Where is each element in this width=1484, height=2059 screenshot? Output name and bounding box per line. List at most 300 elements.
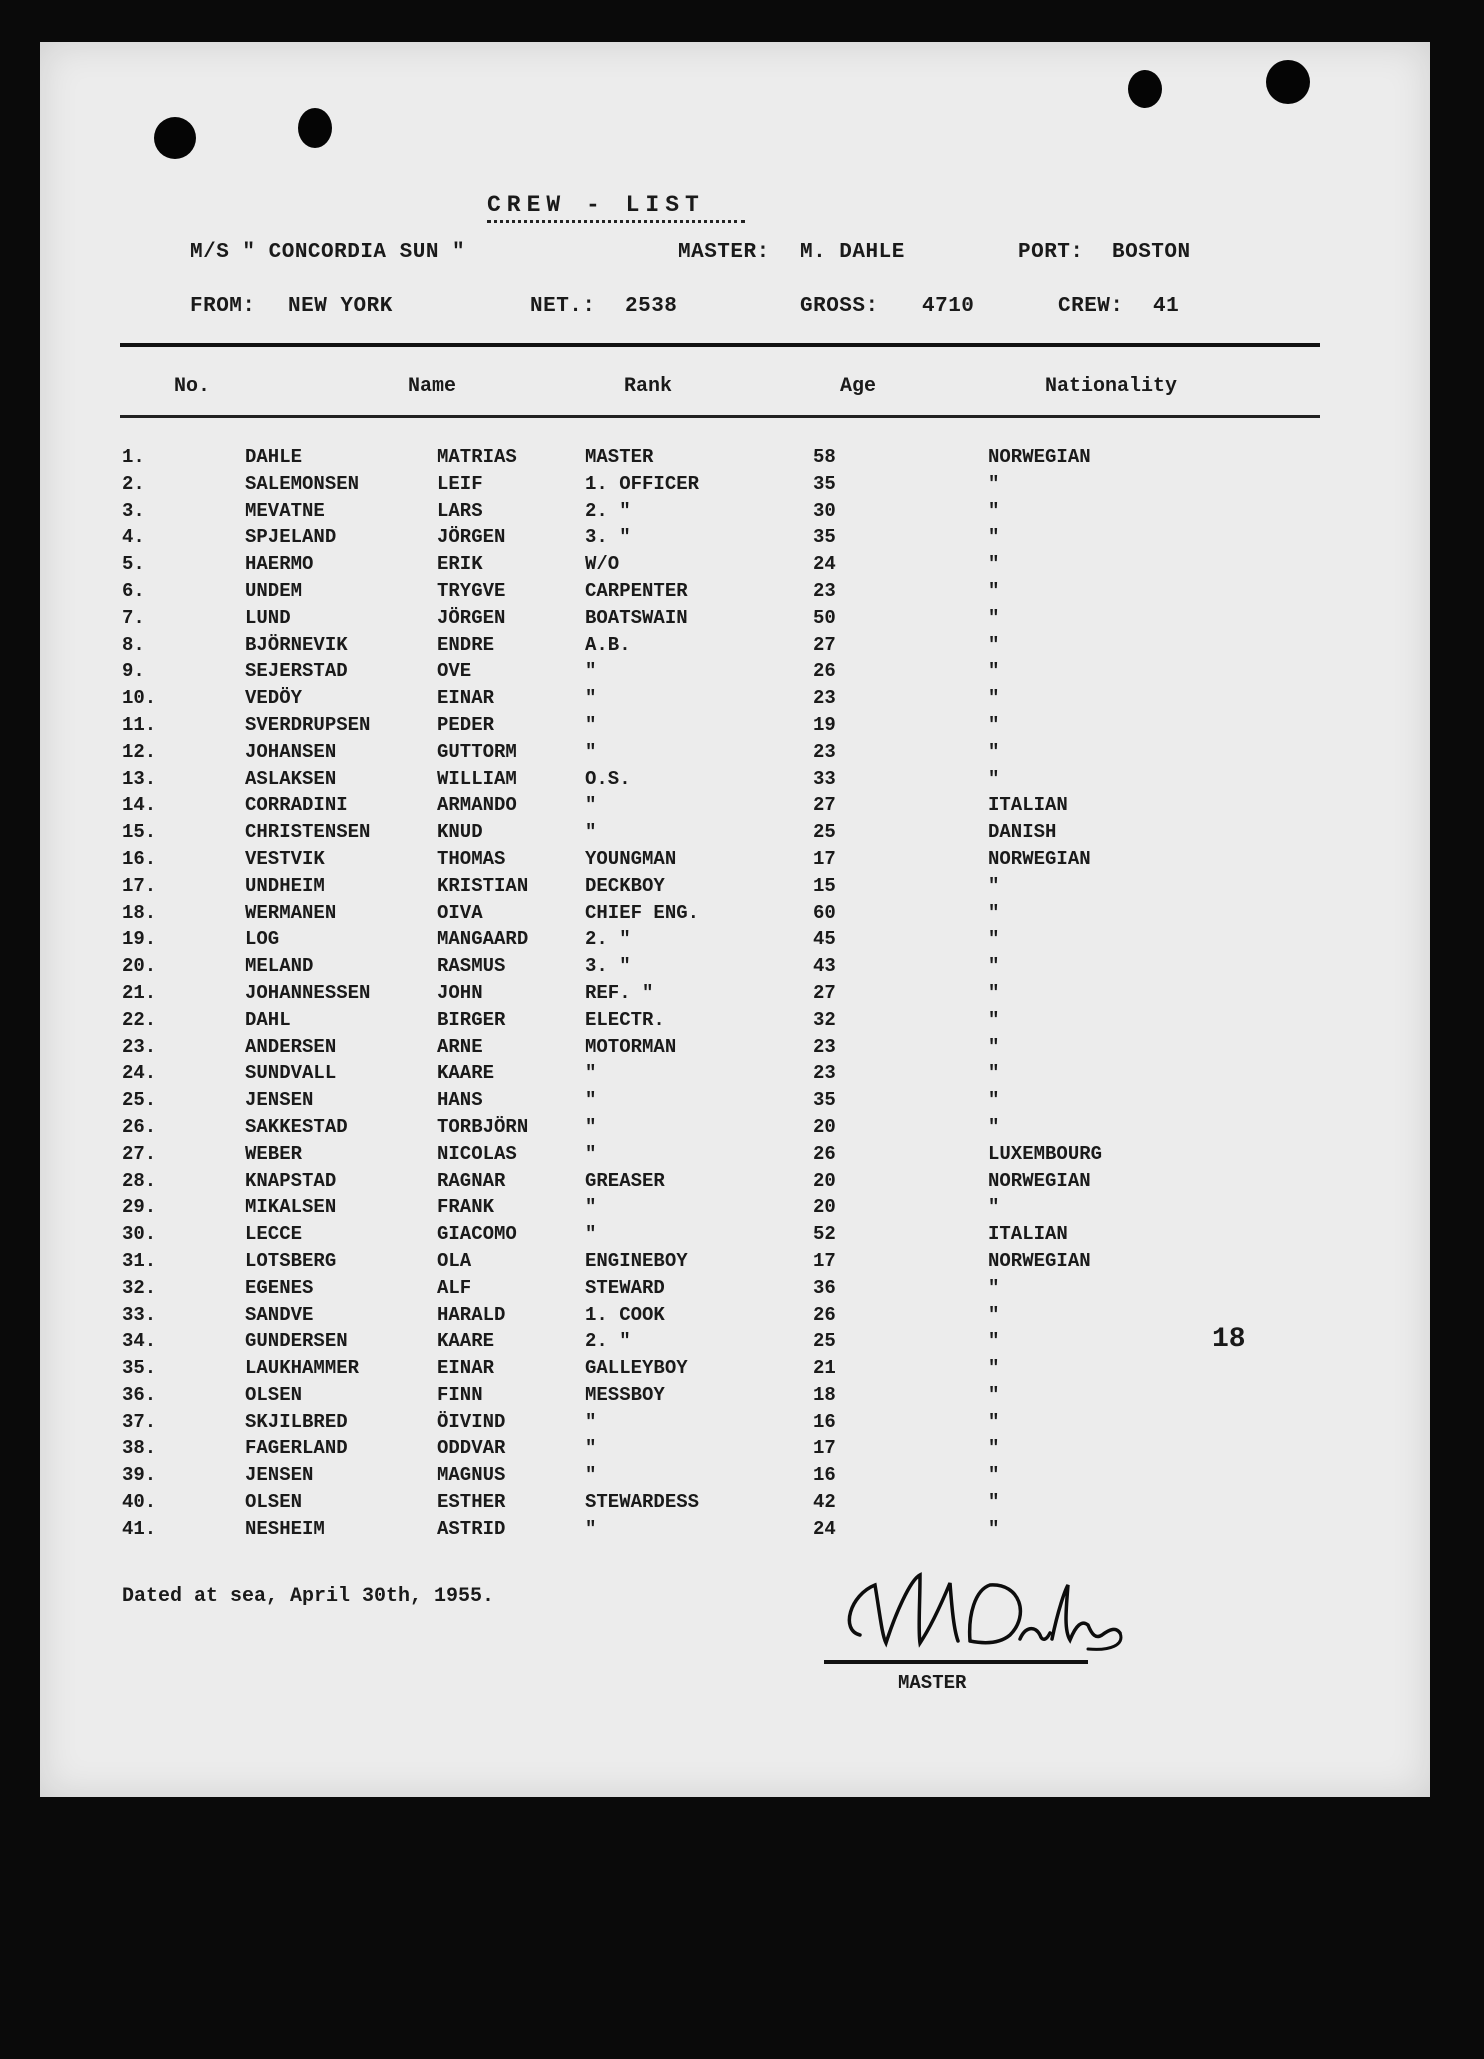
crew-given-name: RAGNAR xyxy=(437,1169,506,1192)
master-label: MASTER: xyxy=(678,241,770,264)
crew-number: 18. xyxy=(122,901,157,924)
crew-number: 15. xyxy=(122,821,157,844)
crew-rank: GREASER xyxy=(585,1169,665,1192)
crew-age: 35 xyxy=(813,472,836,495)
crew-rank: 1. COOK xyxy=(585,1303,665,1326)
crew-given-name: GUTTORM xyxy=(437,740,517,763)
crew-number: 2. xyxy=(122,472,145,495)
crew-surname: LAUKHAMMER xyxy=(245,1357,360,1380)
crew-row xyxy=(0,685,1484,712)
crew-number: 30. xyxy=(122,1223,157,1246)
crew-surname: SANDVE xyxy=(245,1303,314,1326)
crew-row xyxy=(0,1275,1484,1302)
crew-given-name: RASMUS xyxy=(437,955,506,978)
crew-given-name: OVE xyxy=(437,660,472,683)
crew-age: 23 xyxy=(813,1062,836,1085)
crew-age: 17 xyxy=(813,1437,836,1460)
crew-nationality: " xyxy=(988,1330,1000,1353)
crew-nationality: " xyxy=(988,1276,1000,1299)
crew-rank: " xyxy=(585,1196,597,1219)
crew-row xyxy=(0,739,1484,766)
crew-surname: GUNDERSEN xyxy=(245,1330,348,1353)
crew-number: 20. xyxy=(122,955,157,978)
crew-nationality: " xyxy=(988,1008,1000,1031)
crew-rank: GALLEYBOY xyxy=(585,1357,688,1380)
crew-age: 20 xyxy=(813,1196,836,1219)
crew-row xyxy=(0,792,1484,819)
crew-surname: WERMANEN xyxy=(245,901,337,924)
crew-age: 26 xyxy=(813,1303,836,1326)
crew-rank: " xyxy=(585,660,597,683)
crew-surname: WEBER xyxy=(245,1142,303,1165)
crew-rank: ELECTR. xyxy=(585,1008,665,1031)
net-label: NET.: xyxy=(530,295,596,318)
crew-age: 16 xyxy=(813,1410,836,1433)
crew-number: 10. xyxy=(122,687,157,710)
crew-given-name: MATRIAS xyxy=(437,446,517,468)
page-number: 18 xyxy=(1212,1324,1246,1355)
crew-number: 11. xyxy=(122,713,157,736)
punch-hole-right-1 xyxy=(1128,70,1162,108)
crew-given-name: MAGNUS xyxy=(437,1464,506,1487)
crew-rank: " xyxy=(585,1223,597,1246)
crew-number: 3. xyxy=(122,499,145,522)
crew-given-name: WILLIAM xyxy=(437,767,517,790)
crew-number: 35. xyxy=(122,1357,157,1380)
crew-surname: KNAPSTAD xyxy=(245,1169,337,1192)
crew-age: 52 xyxy=(813,1223,836,1246)
crew-given-name: FINN xyxy=(437,1383,483,1406)
crew-nationality: DANISH xyxy=(988,821,1057,844)
crew-nationality: LUXEMBOURG xyxy=(988,1142,1103,1165)
crew-age: 25 xyxy=(813,1330,836,1353)
crew-nationality: " xyxy=(988,713,1000,736)
crew-rank: 3. " xyxy=(585,526,631,549)
crew-number: 31. xyxy=(122,1249,157,1272)
crew-surname: SPJELAND xyxy=(245,526,337,549)
crew-nationality: " xyxy=(988,1437,1000,1460)
crew-age: 20 xyxy=(813,1169,836,1192)
crew-rank: " xyxy=(585,794,597,817)
crew-number: 32. xyxy=(122,1276,157,1299)
crew-given-name: KRISTIAN xyxy=(437,874,529,897)
crew-number: 41. xyxy=(122,1517,157,1540)
crew-given-name: ARNE xyxy=(437,1035,483,1058)
crew-age: 25 xyxy=(813,821,836,844)
crew-given-name: THOMAS xyxy=(437,847,506,870)
crew-nationality: " xyxy=(988,1491,1000,1514)
crew-nationality: " xyxy=(988,901,1000,924)
crew-rank: MOTORMAN xyxy=(585,1035,677,1058)
crew-row xyxy=(0,524,1484,551)
crew-number: 39. xyxy=(122,1464,157,1487)
crew-number: 33. xyxy=(122,1303,157,1326)
crew-nationality: " xyxy=(988,874,1000,897)
crew-rank: MESSBOY xyxy=(585,1383,665,1406)
crew-number: 28. xyxy=(122,1169,157,1192)
crew-row xyxy=(0,819,1484,846)
crew-rank: 1. OFFICER xyxy=(585,472,700,495)
crew-nationality: NORWEGIAN xyxy=(988,446,1091,468)
crew-row xyxy=(0,900,1484,927)
crew-row xyxy=(0,1302,1484,1329)
crew-given-name: ENDRE xyxy=(437,633,495,656)
crew-age: 20 xyxy=(813,1115,836,1138)
crew-given-name: EINAR xyxy=(437,687,495,710)
crew-number: 14. xyxy=(122,794,157,817)
crew-number: 16. xyxy=(122,847,157,870)
crew-number: 1. xyxy=(122,446,145,468)
crew-surname: SEJERSTAD xyxy=(245,660,348,683)
crew-age: 17 xyxy=(813,847,836,870)
crew-row xyxy=(0,1168,1484,1195)
crew-row xyxy=(0,444,1484,471)
crew-given-name: ESTHER xyxy=(437,1491,506,1514)
crew-given-name: TRYGVE xyxy=(437,579,506,602)
signature-title: MASTER xyxy=(898,1672,967,1694)
crew-given-name: ÖIVIND xyxy=(437,1410,506,1433)
crew-row xyxy=(0,578,1484,605)
crew-age: 33 xyxy=(813,767,836,790)
crew-number: 38. xyxy=(122,1437,157,1460)
crew-nationality: " xyxy=(988,1410,1000,1433)
crew-nationality: " xyxy=(988,1383,1000,1406)
crew-number: 27. xyxy=(122,1142,157,1165)
crew-nationality: NORWEGIAN xyxy=(988,1249,1091,1272)
crew-given-name: PEDER xyxy=(437,713,495,736)
crew-surname: CORRADINI xyxy=(245,794,348,817)
crew-rank: 2. " xyxy=(585,499,631,522)
crew-given-name: JÖRGEN xyxy=(437,606,506,629)
title-underline xyxy=(487,220,745,223)
crew-row xyxy=(0,1355,1484,1382)
crew-list xyxy=(0,444,1484,1543)
crew-row xyxy=(0,605,1484,632)
crew-number: 19. xyxy=(122,928,157,951)
crew-row xyxy=(0,1141,1484,1168)
crew-nationality: " xyxy=(988,606,1000,629)
crew-row xyxy=(0,766,1484,793)
crew-row xyxy=(0,1060,1484,1087)
crew-nationality: " xyxy=(988,660,1000,683)
crew-age: 23 xyxy=(813,687,836,710)
crew-age: 21 xyxy=(813,1357,836,1380)
crew-nationality: " xyxy=(988,928,1000,951)
document-title: CREW - LIST xyxy=(487,192,705,218)
crew-row xyxy=(0,1034,1484,1061)
crew-surname: JOHANNESSEN xyxy=(245,981,371,1004)
column-header-nationality: Nationality xyxy=(1045,375,1178,398)
crew-given-name: FRANK xyxy=(437,1196,495,1219)
crew-nationality: " xyxy=(988,955,1000,978)
crew-nationality: " xyxy=(988,1115,1000,1138)
crew-age: 23 xyxy=(813,1035,836,1058)
crew-nationality: " xyxy=(988,1517,1000,1540)
crew-number: 36. xyxy=(122,1383,157,1406)
crew-rank: REF. " xyxy=(585,981,654,1004)
crew-nationality: " xyxy=(988,553,1000,576)
crew-rank: STEWARD xyxy=(585,1276,665,1299)
column-header-name: Name xyxy=(408,375,457,398)
crew-rank: " xyxy=(585,1089,597,1112)
crew-nationality: " xyxy=(988,1464,1000,1487)
crew-surname: MEVATNE xyxy=(245,499,325,522)
crew-row xyxy=(0,980,1484,1007)
crew-nationality: " xyxy=(988,499,1000,522)
crew-given-name: JÖRGEN xyxy=(437,526,506,549)
crew-row xyxy=(0,1007,1484,1034)
signature-line xyxy=(824,1660,1088,1664)
crew-given-name: KAARE xyxy=(437,1330,495,1353)
column-header-no: No. xyxy=(174,375,211,398)
crew-surname: UNDEM xyxy=(245,579,303,602)
crew-rank: 2. " xyxy=(585,1330,631,1353)
crew-age: 60 xyxy=(813,901,836,924)
crew-surname: HAERMO xyxy=(245,553,314,576)
from-label: FROM: xyxy=(190,295,256,318)
crew-rank: " xyxy=(585,740,597,763)
crew-surname: UNDHEIM xyxy=(245,874,325,897)
crew-age: 26 xyxy=(813,660,836,683)
crew-surname: BJÖRNEVIK xyxy=(245,633,348,656)
crew-row xyxy=(0,471,1484,498)
crew-nationality: " xyxy=(988,740,1000,763)
crew-number: 12. xyxy=(122,740,157,763)
crew-number: 8. xyxy=(122,633,145,656)
crew-given-name: TORBJÖRN xyxy=(437,1115,529,1138)
crew-row xyxy=(0,926,1484,953)
crew-nationality: " xyxy=(988,633,1000,656)
crew-given-name: HARALD xyxy=(437,1303,506,1326)
crew-age: 15 xyxy=(813,874,836,897)
crew-surname: MIKALSEN xyxy=(245,1196,337,1219)
crew-rank: O.S. xyxy=(585,767,631,790)
crew-rank: ENGINEBOY xyxy=(585,1249,688,1272)
crew-given-name: HANS xyxy=(437,1089,483,1112)
crew-nationality: " xyxy=(988,1089,1000,1112)
crew-number: 17. xyxy=(122,874,157,897)
crew-rank: W/O xyxy=(585,553,620,576)
crew-rank: CARPENTER xyxy=(585,579,688,602)
header-rule xyxy=(120,343,1320,347)
crew-age: 43 xyxy=(813,955,836,978)
crew-number: 37. xyxy=(122,1410,157,1433)
crew-rank: YOUNGMAN xyxy=(585,847,677,870)
crew-given-name: GIACOMO xyxy=(437,1223,517,1246)
crew-given-name: ODDVAR xyxy=(437,1437,506,1460)
column-header-rank: Rank xyxy=(624,375,673,398)
crew-age: 18 xyxy=(813,1383,836,1406)
crew-surname: JOHANSEN xyxy=(245,740,337,763)
crew-row xyxy=(0,1516,1484,1543)
crew-row xyxy=(0,551,1484,578)
crew-given-name: EINAR xyxy=(437,1357,495,1380)
column-header-rule xyxy=(120,415,1320,418)
crew-number: 23. xyxy=(122,1035,157,1058)
crew-number: 29. xyxy=(122,1196,157,1219)
crew-age: 32 xyxy=(813,1008,836,1031)
net-value: 2538 xyxy=(625,295,678,318)
crew-rank: STEWARDESS xyxy=(585,1491,700,1514)
crew-surname: EGENES xyxy=(245,1276,314,1299)
crew-number: 13. xyxy=(122,767,157,790)
crew-row xyxy=(0,1462,1484,1489)
gross-label: GROSS: xyxy=(800,295,879,318)
crew-age: 36 xyxy=(813,1276,836,1299)
crew-age: 45 xyxy=(813,928,836,951)
punch-hole-left-2 xyxy=(298,108,332,148)
crew-age: 24 xyxy=(813,553,836,576)
gross-value: 4710 xyxy=(922,295,975,318)
crew-number: 6. xyxy=(122,579,145,602)
crew-surname: FAGERLAND xyxy=(245,1437,348,1460)
crew-row xyxy=(0,873,1484,900)
vessel-name: M/S " CONCORDIA SUN " xyxy=(190,241,466,264)
crew-nationality: ITALIAN xyxy=(988,794,1068,817)
crew-surname: DAHLE xyxy=(245,446,303,468)
crew-given-name: ASTRID xyxy=(437,1517,506,1540)
crew-surname: ANDERSEN xyxy=(245,1035,337,1058)
crew-surname: DAHL xyxy=(245,1008,291,1031)
crew-row xyxy=(0,953,1484,980)
crew-number: 25. xyxy=(122,1089,157,1112)
crew-number: 40. xyxy=(122,1491,157,1514)
crew-given-name: MANGAARD xyxy=(437,928,529,951)
crew-surname: SVERDRUPSEN xyxy=(245,713,371,736)
crew-age: 27 xyxy=(813,981,836,1004)
crew-number: 9. xyxy=(122,660,145,683)
crew-row xyxy=(0,846,1484,873)
crew-given-name: LEIF xyxy=(437,472,483,495)
crew-nationality: " xyxy=(988,579,1000,602)
punch-hole-right-2 xyxy=(1266,60,1310,104)
crew-surname: SALEMONSEN xyxy=(245,472,360,495)
crew-age: 30 xyxy=(813,499,836,522)
crew-row xyxy=(0,1328,1484,1355)
crew-age: 26 xyxy=(813,1142,836,1165)
crew-surname: NESHEIM xyxy=(245,1517,325,1540)
crew-age: 58 xyxy=(813,446,836,468)
crew-surname: JENSEN xyxy=(245,1464,314,1487)
crew-surname: SKJILBRED xyxy=(245,1410,348,1433)
crew-rank: " xyxy=(585,1115,597,1138)
crew-nationality: " xyxy=(988,687,1000,710)
crew-surname: JENSEN xyxy=(245,1089,314,1112)
crew-age: 24 xyxy=(813,1517,836,1540)
crew-surname: LOTSBERG xyxy=(245,1249,337,1272)
crew-age: 35 xyxy=(813,1089,836,1112)
signature xyxy=(820,1555,1160,1665)
crew-nationality: NORWEGIAN xyxy=(988,847,1091,870)
punch-hole-left-1 xyxy=(154,117,196,159)
crew-label: CREW: xyxy=(1058,295,1124,318)
dated-line: Dated at sea, April 30th, 1955. xyxy=(122,1585,495,1608)
crew-given-name: KAARE xyxy=(437,1062,495,1085)
crew-age: 27 xyxy=(813,633,836,656)
crew-number: 22. xyxy=(122,1008,157,1031)
crew-rank: " xyxy=(585,1464,597,1487)
crew-row xyxy=(0,1114,1484,1141)
crew-nationality: " xyxy=(988,472,1000,495)
crew-rank: 2. " xyxy=(585,928,631,951)
crew-age: 16 xyxy=(813,1464,836,1487)
crew-number: 21. xyxy=(122,981,157,1004)
crew-nationality: " xyxy=(988,1035,1000,1058)
crew-rank: " xyxy=(585,713,597,736)
crew-surname: OLSEN xyxy=(245,1491,303,1514)
crew-row xyxy=(0,658,1484,685)
crew-nationality: " xyxy=(988,526,1000,549)
crew-row xyxy=(0,1382,1484,1409)
crew-row xyxy=(0,1489,1484,1516)
crew-row xyxy=(0,1221,1484,1248)
crew-number: 34. xyxy=(122,1330,157,1353)
crew-rank: DECKBOY xyxy=(585,874,665,897)
crew-nationality: " xyxy=(988,981,1000,1004)
crew-age: 17 xyxy=(813,1249,836,1272)
crew-number: 7. xyxy=(122,606,145,629)
crew-age: 42 xyxy=(813,1491,836,1514)
crew-rank: CHIEF ENG. xyxy=(585,901,700,924)
crew-given-name: NICOLAS xyxy=(437,1142,517,1165)
crew-nationality: NORWEGIAN xyxy=(988,1169,1091,1192)
crew-surname: CHRISTENSEN xyxy=(245,821,371,844)
crew-given-name: ERIK xyxy=(437,553,483,576)
crew-surname: LECCE xyxy=(245,1223,303,1246)
crew-given-name: BIRGER xyxy=(437,1008,506,1031)
crew-number: 4. xyxy=(122,526,145,549)
crew-row xyxy=(0,1087,1484,1114)
crew-surname: VEDÖY xyxy=(245,687,303,710)
crew-rank: " xyxy=(585,1437,597,1460)
crew-given-name: ALF xyxy=(437,1276,472,1299)
crew-rank: " xyxy=(585,1142,597,1165)
crew-rank: 3. " xyxy=(585,955,631,978)
port-value: BOSTON xyxy=(1112,241,1191,264)
crew-row xyxy=(0,1194,1484,1221)
crew-nationality: " xyxy=(988,1357,1000,1380)
crew-rank: " xyxy=(585,687,597,710)
crew-number: 24. xyxy=(122,1062,157,1085)
crew-given-name: ARMANDO xyxy=(437,794,517,817)
crew-given-name: KNUD xyxy=(437,821,483,844)
crew-surname: MELAND xyxy=(245,955,314,978)
crew-rank: " xyxy=(585,1517,597,1540)
crew-surname: LUND xyxy=(245,606,291,629)
crew-age: 27 xyxy=(813,794,836,817)
crew-count: 41 xyxy=(1153,295,1180,318)
crew-surname: SAKKESTAD xyxy=(245,1115,348,1138)
crew-age: 23 xyxy=(813,579,836,602)
crew-rank: BOATSWAIN xyxy=(585,606,688,629)
from-value: NEW YORK xyxy=(288,295,393,318)
port-label: PORT: xyxy=(1018,241,1084,264)
crew-age: 35 xyxy=(813,526,836,549)
crew-age: 19 xyxy=(813,713,836,736)
crew-surname: LOG xyxy=(245,928,280,951)
crew-row xyxy=(0,498,1484,525)
crew-nationality: " xyxy=(988,1196,1000,1219)
crew-nationality: " xyxy=(988,1303,1000,1326)
crew-nationality: ITALIAN xyxy=(988,1223,1068,1246)
crew-surname: VESTVIK xyxy=(245,847,325,870)
crew-rank: " xyxy=(585,1410,597,1433)
crew-nationality: " xyxy=(988,767,1000,790)
crew-nationality: " xyxy=(988,1062,1000,1085)
crew-row xyxy=(0,712,1484,739)
crew-given-name: JOHN xyxy=(437,981,483,1004)
crew-number: 5. xyxy=(122,553,145,576)
